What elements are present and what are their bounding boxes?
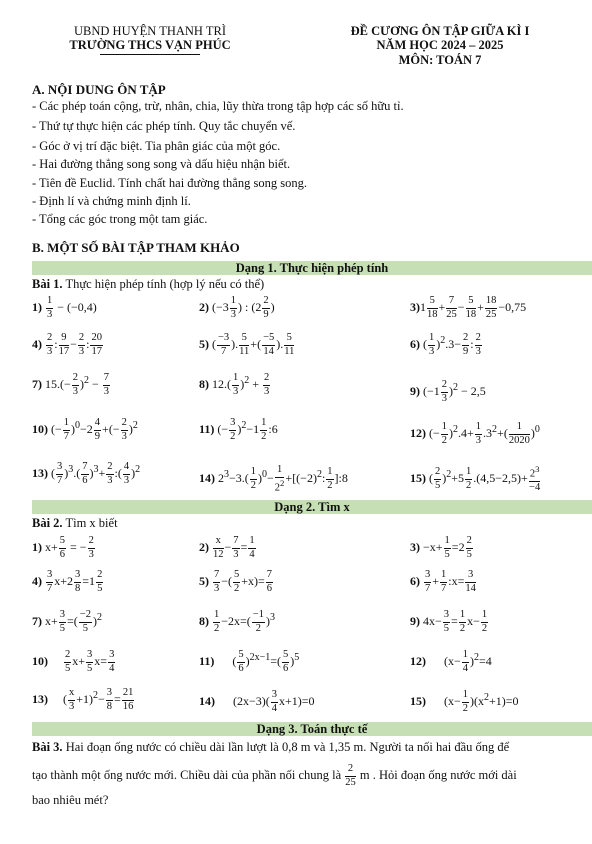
exercise-2-11: 11) ( $\frac{5}{6}$ )$^{2x-1}$=( $\frac{5}{6}$ )$^5$	[199, 649, 300, 674]
school-name: TRƯỜNG THCS VẠN PHÚC	[69, 38, 231, 52]
exercise-1-5: 5) ( $\frac{-3}{7}$ ). $\frac{5}{11}$ +( $\frac{-5}{14}$ ). $\frac{5}{11}$	[199, 332, 295, 357]
exercise-number: 5)	[199, 573, 209, 588]
bai1-heading	[32, 277, 264, 292]
section-a-item: - Các phép toán cộng, trừ, nhân, chia, lũy thừa trong tập hợp các số hữu tỉ.	[32, 99, 404, 113]
bai3-text: m . Hỏi đoạn ống nước mới dài	[359, 767, 517, 782]
exercise-number: 11)	[199, 421, 215, 436]
exercise-2-7: 7) x+ $\frac{3}{5}$ =( $\frac{-2}{5}$ )$^2$	[32, 609, 102, 634]
exercise-1-6: 6) ( $\frac{1}{3}$ )$^2$.3− $\frac{2}{9}$ : $\frac{2}{3}$	[410, 332, 481, 357]
section-a-item: - Thứ tự thực hiện các phép tính. Quy tắc chuyển vế.	[32, 119, 296, 133]
exercise-number: 3)	[410, 539, 420, 554]
exercise-2-1: 1) x+ $\frac{5}{6}$ = − $\frac{2}{3}$	[32, 535, 94, 560]
subject: MÔN: TOÁN 7	[398, 53, 482, 67]
bai2-label: Bài 2.	[32, 516, 63, 530]
bai2-text: Tìm x biết	[65, 516, 118, 530]
exercise-number: 8)	[199, 613, 209, 628]
exercise-2-4: 4) $\frac{3}{7}$ x+2 $\frac{3}{8}$ =1 $\frac{2}{5}$	[32, 569, 103, 594]
bai3-label: Bài 3.	[32, 740, 63, 754]
bai3-line3: bao nhiêu mét?	[32, 793, 109, 807]
exercise-number: 10)	[32, 421, 48, 436]
section-b-title: B. MỘT SỐ BÀI TẬP THAM KHẢO	[32, 240, 240, 255]
exercise-2-10: 10) $\frac{2}{5}$ x+ $\frac{3}{5}$ x= $\frac{3}{4}$	[32, 649, 115, 674]
school-year: NĂM HỌC 2024 – 2025	[376, 38, 504, 52]
dang2-band: Dạng 2. Tìm x	[32, 500, 592, 514]
exercise-number: 12)	[410, 425, 426, 440]
document-title: ĐỀ CƯƠNG ÔN TẬP GIỮA KÌ I	[350, 24, 530, 38]
exercise-number: 9)	[410, 613, 420, 628]
exercise-1-13: 13) ( $\frac{3}{7}$ )$^3$.( $\frac{7}{6}$ )$^3$+ $\frac{2}{3}$ :( $\frac{4}{3}$ )$^2$	[32, 461, 141, 486]
exercise-number: 4)	[32, 336, 42, 351]
exercise-number: 15)	[410, 471, 426, 485]
section-a-item: - Hai đường thẳng song song và dấu hiệu nhận biết.	[32, 157, 291, 171]
exercise-1-7: 7) 15.(− $\frac{2}{3}$ )$^2$ − $\frac{7}{3}$	[32, 372, 110, 397]
exercise-1-3: 3)1 $\frac{5}{18}$ + $\frac{7}{25}$ − $\frac{5}{18}$ + $\frac{18}{25}$ −0,75	[410, 295, 527, 320]
exercise-number: 15)	[410, 693, 426, 708]
exercise-1-11: 11) (− $\frac{3}{2}$ )$^2$−1 $\frac{1}{2}$ :6	[199, 417, 278, 442]
section-a-item: - Tiên đề Euclid. Tính chất hai đường thẳng song song.	[32, 176, 307, 190]
exercise-number: 2)	[199, 299, 209, 314]
exercise-2-13: 13) ( $\frac{x}{3}$ +1)$^2$− $\frac{3}{8}$ = $\frac{21}{16}$	[32, 687, 134, 712]
bai2-heading	[32, 516, 118, 531]
exercise-2-6: 6) $\frac{3}{7}$ + $\frac{1}{7}$ :x= $\frac{3}{14}$	[410, 569, 476, 594]
exercise-number: 4)	[32, 573, 42, 588]
exercise-number: 8)	[199, 376, 209, 391]
exercise-number: 10)	[32, 653, 48, 668]
section-a-item: - Tổng các góc trong một tam giác.	[32, 212, 208, 226]
exercise-1-14: 14) $2^3-3$.( $\frac{1}{2}$ )$^0$− $\frac{1}{2^2}$ $+[(-2)^2$: $\frac{1}{2}$ ]:8	[199, 464, 348, 493]
section-a-title: A. NỘI DUNG ÔN TẬP	[32, 82, 166, 97]
exercise-number: 1)	[32, 539, 42, 554]
exercise-number: 13)	[32, 465, 48, 480]
exercise-1-9: 9) (−1 $\frac{2}{3}$ )$^2$ − 2,5	[410, 379, 486, 404]
exercise-1-12: 12) (− $\frac{1}{2}$ )$^2$.4+ $\frac{1}{3}$ $.3^2+$( $\frac{1}{2020}$ )$^0$	[410, 421, 540, 446]
bai3-text: tạo thành một ống nước mới. Chiều dài của phần nối chung là	[32, 767, 342, 782]
exercise-1-15: 15) ( $\frac{2}{5}$ )$^2$+5 $\frac{1}{2}$ .(4,5−2,5)+ $\frac{2^3}{-4}$	[410, 464, 541, 493]
dang3-band: Dạng 3. Toán thực tế	[32, 722, 592, 736]
exercise-number: 9)	[410, 383, 420, 398]
exercise-number: 6)	[410, 336, 420, 351]
exercise-1-10: 10) (− $\frac{1}{7}$ )$^0$−2 $\frac{4}{9}$ +(− $\frac{2}{3}$ )$^2$	[32, 417, 138, 442]
exercise-2-8: 8) $\frac{1}{2}$ −2x=( $\frac{-1}{2}$ )$^3$	[199, 609, 275, 634]
bai3-text: Hai đoạn ống nước có chiều dài lần lượt là 0,8 m và 1,35 m. Người ta nối hai đầu ống để	[65, 740, 510, 754]
exercise-2-12: 12) (x− $\frac{1}{4}$ )$^2$=4	[410, 649, 492, 674]
exercise-number: 3)	[410, 299, 420, 314]
exercise-2-15: 15) (x− $\frac{1}{2}$ )$(x^2+1)=0$	[410, 689, 519, 714]
exercise-1-2: 2) (−3 $\frac{1}{3}$ ) : (2 $\frac{2}{9}$ )	[199, 295, 275, 320]
section-a-item: - Định lí và chứng minh định lí.	[32, 194, 191, 208]
school-underline	[100, 54, 200, 55]
exercise-number: 14)	[199, 693, 215, 708]
bai3-line2: tạo thành một ống nước mới. Chiều dài của phần nối chung là $\frac{2}{25}$ m . Hỏi đoạn ống nước mới dài	[32, 763, 517, 788]
exercise-number: 1)	[32, 299, 42, 314]
dang1-band: Dạng 1. Thực hiện phép tính	[32, 261, 592, 275]
exercise-1-4: 4) $\frac{2}{3}$ : $\frac{9}{17}$ − $\frac{2}{3}$ : $\frac{20}{17}$	[32, 332, 102, 357]
exercise-number: 7)	[32, 376, 42, 391]
exercise-number: 6)	[410, 573, 420, 588]
exercise-2-9: 9) 4x− $\frac{3}{5}$ = $\frac{1}{2}$ x− $\frac{1}{2}$	[410, 609, 488, 634]
exercise-2-3: 3) −x+ $\frac{1}{5}$ =2 $\frac{2}{5}$	[410, 535, 472, 560]
district-name: UBND HUYỆN THANH TRÌ	[74, 24, 226, 38]
exercise-number: 5)	[199, 336, 209, 351]
exercise-2-5: 5) $\frac{7}{3}$ −( $\frac{5}{2}$ +x)= $\frac{7}{6}$	[199, 569, 273, 594]
exercise-1-1: 1) $\frac{1}{3}$ − (−0,4)	[32, 295, 97, 320]
bai1-text: Thực hiện phép tính (hợp lý nếu có thể)	[65, 277, 265, 291]
exercise-2-2: 2) $\frac{x}{12}$ − $\frac{7}{3}$ = $\frac{1}{4}$	[199, 535, 255, 560]
section-a-item: - Góc ở vị trí đặc biệt. Tia phân giác của một góc.	[32, 139, 281, 153]
bai1-label: Bài 1.	[32, 277, 63, 291]
exercise-number: 11)	[199, 653, 215, 668]
bai3-line1	[32, 740, 509, 755]
exercise-number: 14)	[199, 471, 215, 485]
exercise-number: 7)	[32, 613, 42, 628]
exercise-1-8: 8) 12.( $\frac{1}{3}$ )$^2$ + $\frac{2}{3}$	[199, 372, 270, 397]
exercise-number: 12)	[410, 653, 426, 668]
exercise-number: 2)	[199, 539, 209, 554]
exercise-2-14: 14) (2x−3)( $\frac{3}{4}$ x+1)=0	[199, 689, 315, 714]
exercise-number: 13)	[32, 691, 48, 706]
